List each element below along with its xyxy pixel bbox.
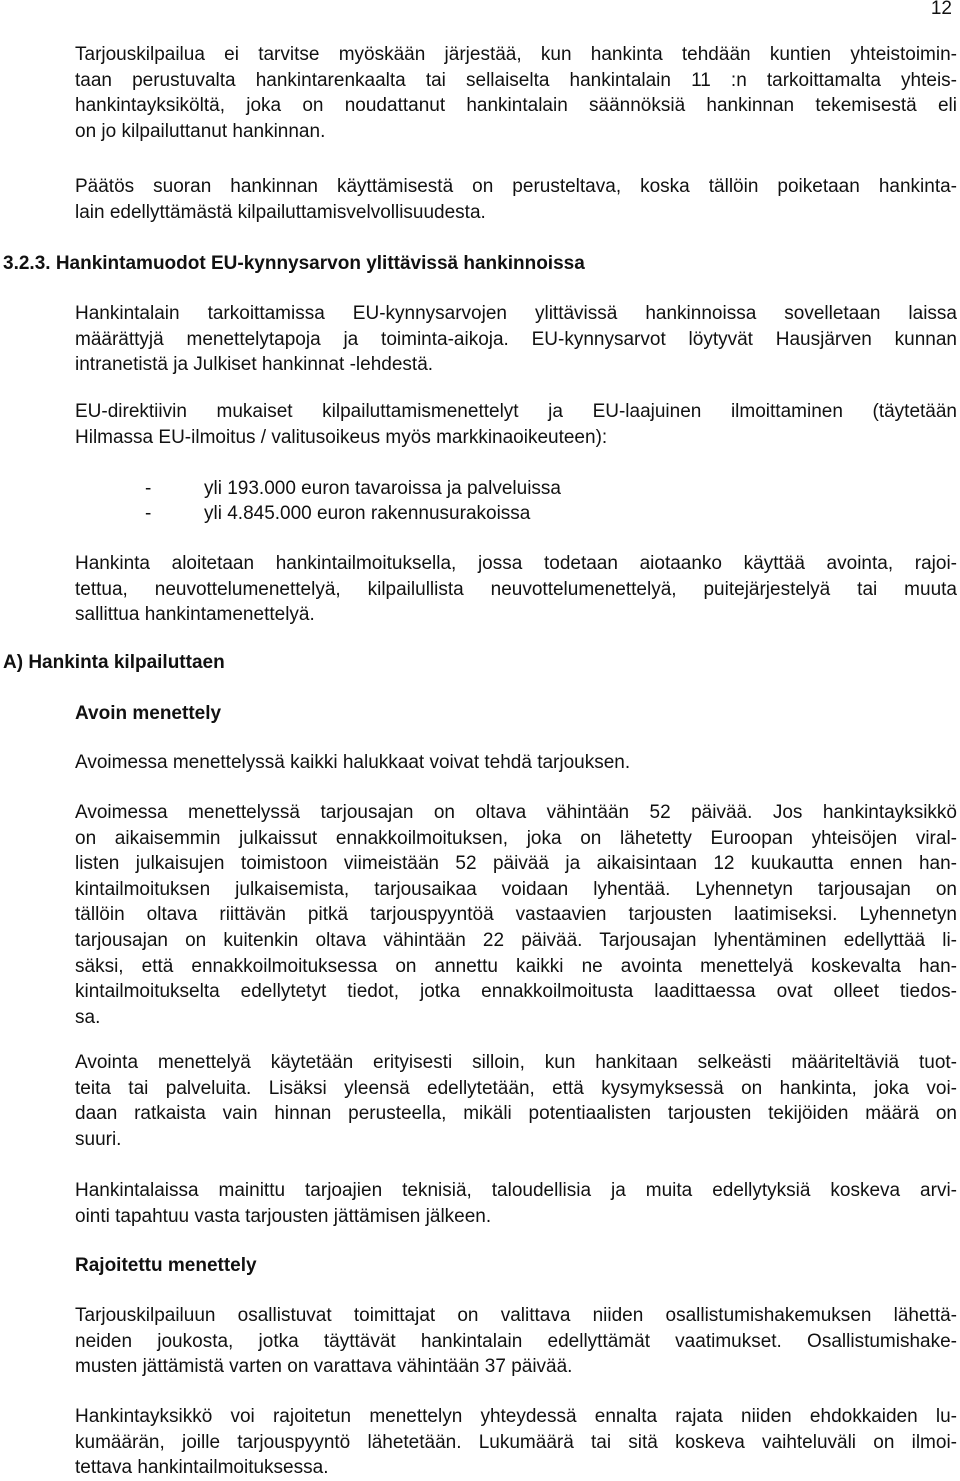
heading-competitive-procurement: A) Hankinta kilpailuttaen (3, 652, 225, 673)
section-heading: 3.2.3. Hankintamuodot EU-kynnysarvon ylittävissä hankinnoissa (3, 253, 585, 274)
list-item (145, 501, 530, 527)
paragraph-open-everyone (75, 750, 957, 776)
heading-open-procedure: Avoin menettely (75, 703, 222, 724)
text-line: tettua, neuvottelumenettelyä, kilpailullista neuvottelumenettelyä, puitejärjestelyä tai muuta (75, 578, 957, 600)
text-line: intranetistä ja Julkiset hankinnat -lehdestä. (75, 354, 434, 376)
text-line: musten jättämistä varten on varattava vähintään 37 päivää. (75, 1356, 573, 1378)
text-line: Päätös suoran hankinnan käyttämisestä on perusteltava, koska tällöin poiketaan hankinta- (75, 176, 957, 197)
paragraph-restricted-participants (75, 1303, 957, 1380)
paragraph-evaluation (75, 1178, 957, 1229)
text-line: on aikaisemmin julkaissut ennakkoilmoituksen, joka on lähetetty Euroopan yhteisöjen viral- (75, 827, 957, 849)
text-line: kumäärän, joille tarjouspyyntö lähetetään. Lukumäärä tai sitä koskeva vaihteluväli on ilmoi- (75, 1431, 957, 1453)
text-line: ointi tapahtuu vasta tarjousten jättämisen jälkeen. (75, 1205, 492, 1227)
paragraph-restricted-candidates (75, 1404, 957, 1481)
text-line: suuri. (75, 1128, 122, 1150)
text-line: neiden joukosta, jotka täyttävät hankintalain edellyttämät vaatimukset. Osallistumishake- (75, 1330, 957, 1352)
text-line: tarjousajan on kuitenkin oltava vähintään 22 päivää. Tarjousajan lyhentäminen edellyttää li- (75, 929, 957, 951)
text-line: lain edellyttämästä kilpailuttamisvelvollisuudesta. (75, 201, 486, 223)
paragraph-open-deadline (75, 800, 957, 1030)
text-line: määrättyjä menettelytapoja ja toiminta-aikoja. EU-kynnysarvot löytyvät Hausjärven kunnan (75, 328, 957, 350)
bullet-text: yli 193.000 euron tavaroissa ja palveluissa (204, 478, 561, 499)
bullet-dash: - (145, 503, 152, 524)
list-item (145, 476, 561, 502)
paragraph-eu-thresholds (75, 301, 957, 378)
text-line: kintailmoituksen julkaisemista, tarjousaikaa voidaan lyhentää. Lyhennetyn tarjousajan on (75, 878, 957, 900)
text-line: tällöin oltava riittävän pitkä tarjouspyyntöä vastaavien tarjousten laatimiseksi. Lyhennetyn (75, 904, 957, 926)
bullet-text: yli 4.845.000 euron rakennusurakoissa (204, 503, 531, 524)
page-number: 12 (930, 0, 952, 19)
text-line: EU-direktiivin mukaiset kilpailuttamismenettelyt ja EU-laajuinen ilmoittaminen (täytetään (75, 401, 957, 422)
text-line: listen julkaisujen toimistoon viimeistään 52 päivää ja aikaisintaan 12 kuukautta ennen han- (75, 853, 957, 875)
text-line: taan perustuvalta hankintarenkaalta tai sellaiselta hankintalain 11 :n tarkoittamalta yhteis- (75, 69, 957, 91)
text-line: teita tai palveluita. Lisäksi yleensä edellytetään, että kysymyksessä on hankinta, joka voi- (75, 1077, 957, 1099)
paragraph-open-usage (75, 1050, 957, 1152)
text-line: tettava hankintailmoituksessa. (75, 1457, 329, 1479)
text-line: kintailmoitukselta edellytetyt tiedot, jotka ennakkoilmoitusta laadittaessa ovat olleet tiedos- (75, 981, 957, 1003)
text-line: Hilmassa EU-ilmoitus / valitusoikeus myös markkinaoikeuteen): (75, 426, 608, 448)
text-line: Avoimessa menettelyssä tarjousajan on oltava vähintään 52 päivää. Jos hankintayksikkö (75, 802, 957, 823)
paragraph-direct-procurement (75, 42, 957, 144)
text-line: Avoimessa menettelyssä kaikki halukkaat voivat tehdä tarjouksen. (75, 752, 631, 773)
paragraph-procurement-start (75, 551, 957, 628)
bullet-dash: - (145, 478, 152, 499)
text-line: Hankintayksikkö voi rajoitetun menettelyn yhteydessä ennalta rajata niiden ehdokkaiden lu- (75, 1406, 957, 1427)
text-line: sa. (75, 1006, 101, 1028)
text-line: on jo kilpailuttanut hankinnan. (75, 120, 326, 142)
text-line: Hankintalaissa mainittu tarjoajien teknisiä, taloudellisia ja muita edellytyksiä koskeva arvi- (75, 1180, 957, 1201)
text-line: Tarjouskilpailua ei tarvitse myöskään järjestää, kun hankinta tehdään kuntien yhteistoimin- (75, 44, 957, 65)
paragraph-eu-directive (75, 399, 957, 450)
text-line: sallittua hankintamenettelyä. (75, 604, 315, 626)
text-line: Tarjouskilpailuun osallistuvat toimittajat on valittava niiden osallistumishakemuksen lähettä- (75, 1305, 957, 1326)
heading-restricted-procedure: Rajoitettu menettely (75, 1255, 257, 1276)
text-line: daan ratkaista vain hinnan perusteella, mikäli potentiaalisten tarjousten tekijöiden määrä on (75, 1103, 957, 1125)
text-line: Avointa menettelyä käytetään erityisesti silloin, kun hankitaan selkeästi määriteltäviä tuot- (75, 1052, 957, 1073)
text-line: hankintayksiköltä, joka on noudattanut hankintalain säännöksiä hankinnan tekemisestä eli (75, 95, 957, 117)
text-line: Hankintalain tarkoittamissa EU-kynnysarvojen ylittävissä hankinnoissa sovelletaan laissa (75, 303, 957, 324)
text-line: Hankinta aloitetaan hankintailmoituksella, jossa todetaan aiotaanko käyttää avointa, rajoi- (75, 553, 957, 574)
text-line: säksi, että ennakkoilmoituksessa on annettu kaikki ne avointa menettelyä koskevalta han- (75, 955, 957, 977)
paragraph-decision-justification (75, 174, 957, 225)
